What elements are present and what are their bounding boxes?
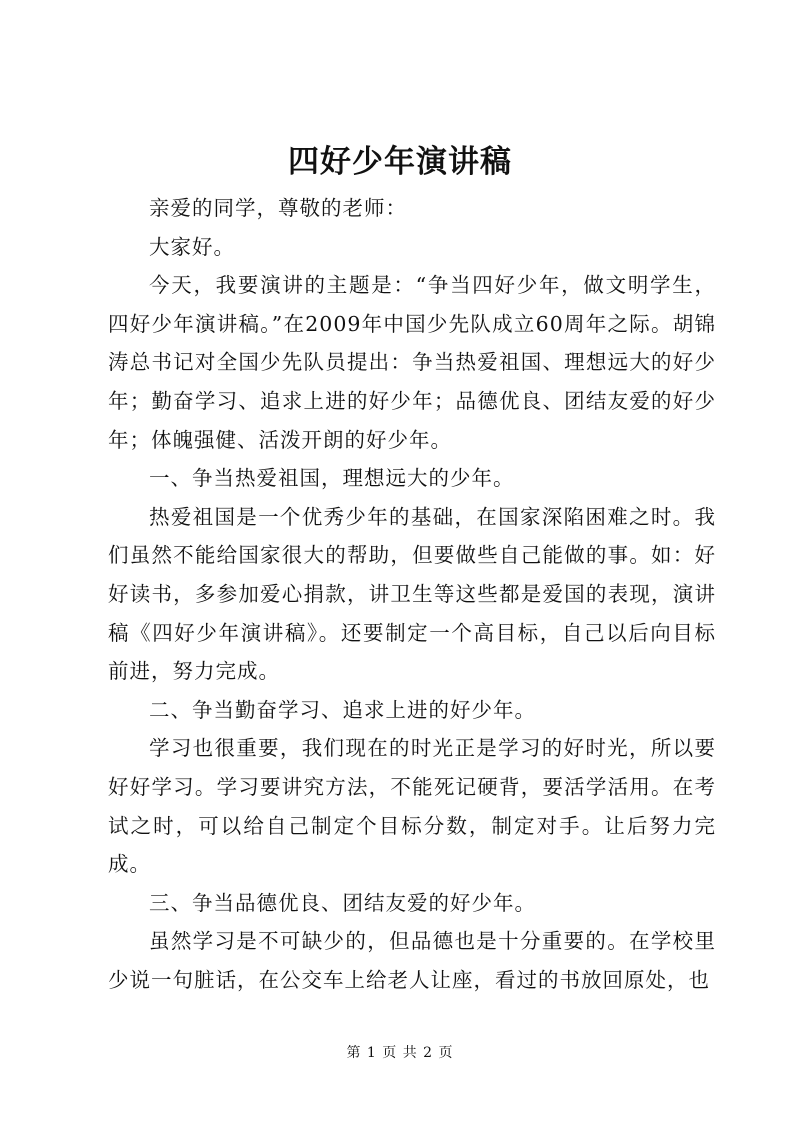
paragraph-greeting: 亲爱的同学，尊敬的老师：: [149, 196, 407, 220]
paragraph-section-3: 虽然学习是不可缺少的，但品德也是十分重要的。在学校里少说一句脏话，在公交车上给老人让座，看过的书放回原处，也: [108, 929, 716, 992]
section-heading-3: 三、争当品德优良、团结友爱的好少年。: [149, 890, 536, 915]
paragraph-hello: 大家好。: [149, 234, 235, 259]
paragraph-section-1: 热爱祖国是一个优秀少年的基础，在国家深陷困难之时。我们虽然不能给国家很大的帮助，但要做些自己能做的事。如：好好读书，多参加爱心捐款，讲卫生等这些都是爱国的表现，演讲稿《四好少年演讲稿》。还要制定一个高目标，自己以后向目标前进，努力完成。: [108, 504, 716, 684]
paragraph-section-2: 学习也很重要，我们现在的时光正是学习的好时光，所以要好好学习。学习要讲究方法，不能死记硬背，要活学活用。在考试之时，可以给自己制定个目标分数，制定对手。让后努力完成。: [108, 736, 716, 877]
paragraph-intro: 今天，我要演讲的主题是：“争当四好少年，做文明学生，四好少年演讲稿。”在2009年中国少先队成立60周年之际。胡锦涛总书记对全国少先队员提出：争当热爱祖国、理想远大的好少年；勤奋学习、追求上进的好少年；品德优良、团结友爱的好少年；体魄强健、活泼开朗的好少年。: [108, 273, 716, 452]
document-body: [108, 189, 716, 999]
section-heading-1: 一、争当热爱祖国，理想远大的少年。: [149, 466, 515, 491]
section-heading-2: 二、争当勤奋学习、追求上进的好少年。: [149, 697, 536, 722]
document-title: 四好少年演讲稿: [288, 144, 512, 180]
page-footer: 第 1 页 共 2 页: [346, 1045, 454, 1061]
